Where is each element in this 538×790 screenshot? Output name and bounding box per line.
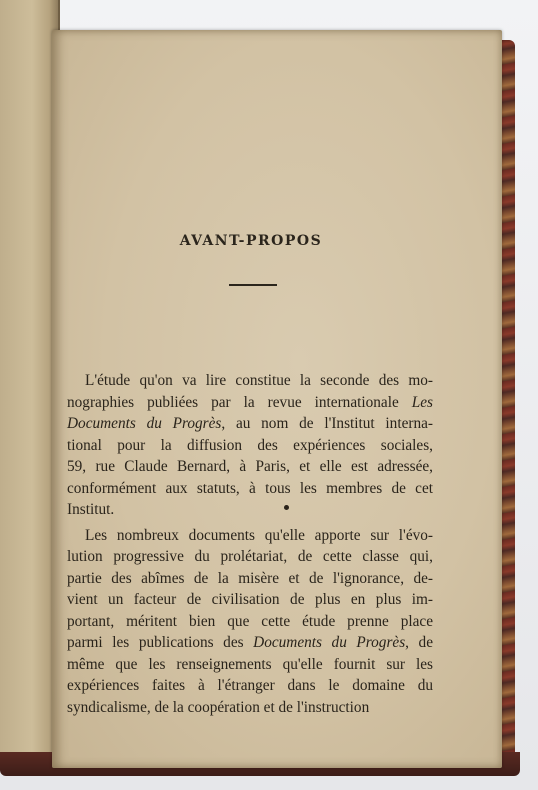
text-line [67,675,433,697]
text-run: parmi les publications des [67,634,254,651]
text-line [67,413,433,435]
text-run: vient un facteur de civilisation de plus en plus im- [67,591,433,608]
text-line [67,654,433,676]
italic-text: Documents du Progrès [253,634,406,651]
text-run: partie des abîmes de la misère et de l'ignorance, de- [67,569,433,587]
text-run: Les nombreux documents qu'elle apporte sur l'évo- [85,526,433,544]
text-run: conformément aux statuts, à tous les membres de cet [67,479,433,497]
previous-page-edge [0,0,60,770]
heading-rule [229,284,277,286]
text-run: tional pour la diffusion des expériences sociales, [67,436,433,454]
page-heading: AVANT-PROPOS [179,233,323,249]
italic-text: Les [411,393,433,411]
text-line [67,525,433,547]
text-line [67,632,433,654]
text-run: syndicalisme, de la coopération et de l'instruction [67,698,370,716]
text-line [67,370,433,392]
text-run: Institut. [67,501,115,518]
text-run: nographies publiées par la revue internationale [67,393,412,411]
text-run: portant, méritent bien que cette étude prenne place [67,612,433,630]
text-line [67,478,433,500]
text-run: , au nom de l'Institut interna- [221,415,433,432]
text-run: expériences faites à l'étranger dans le domaine du [67,677,433,694]
text-run: même que les renseignements qu'elle fournit sur les [67,655,433,673]
text-line [67,568,433,590]
paragraph-1 [67,370,433,521]
paragraph-2 [67,525,433,719]
text-line [67,499,433,521]
italic-text: Documents du Progrès [67,415,222,432]
text-run: lution progressive du prolétariat, de cette classe qui, [67,548,433,565]
text-run: , de [405,634,433,651]
text-line [67,546,433,568]
text-line [67,435,433,457]
text-line [67,611,433,633]
text-line [67,697,433,719]
text-line [67,589,433,611]
body-text [67,370,433,718]
text-run: 59, rue Claude Bernard, à Paris, et elle est adressée, [67,458,433,475]
text-line [67,456,433,478]
text-line [67,392,433,414]
text-run: L'étude qu'on va lire constitue la seconde des mo- [85,372,433,389]
